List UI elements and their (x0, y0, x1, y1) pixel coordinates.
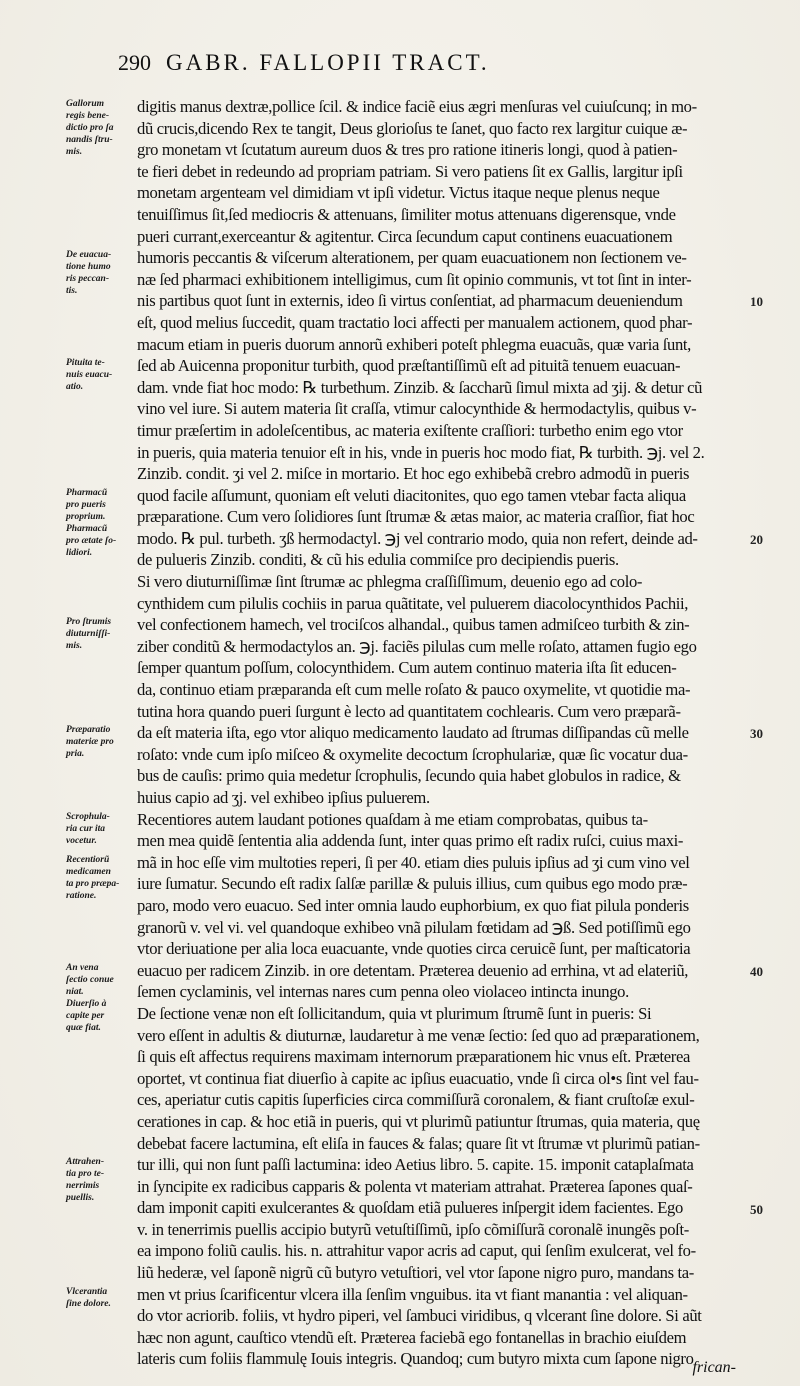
text-line: men mea quidẽ ſententia alia addenda ſunt, inter quas primo eſt radix ruſci, cuius maxi- (137, 831, 684, 851)
text-line: liũ hederæ, vel ſaponẽ nigrũ cũ butyro vetuſtiori, vel vtor ſapone nigro puro, mandans ta- (137, 1263, 694, 1283)
text-line: tenuiſſimus ſit,ſed mediocris & attenuans, ſimiliter motus attenuans digerensque, vnde (137, 204, 676, 224)
margin-note: Attrahen- tia pro te- nerrimis puellis. (66, 1157, 105, 1204)
text-line: huius capio ad ʒj. vel exhibeo ipſius puluerem. (137, 788, 430, 807)
line-number: 20 (750, 532, 763, 547)
text-line: præparatione. Cum vero ſolidiores ſunt ſtrumæ & ætas maior, ac materia craſſior, fiat hoc (137, 507, 695, 527)
text-line: tutina hora quando pueri ſurgunt è lecto ad quantitatem cochlearis. Cum vero præparã- (137, 701, 681, 721)
text-line: vero eſſent in adultis & diuturnæ, laudaretur à me venæ ſectio: ſed quo ad præparationem, (137, 1025, 700, 1045)
text-line: da eſt materia iſta, ego vtor aliquo medicamento laudato ad ſtrumas diſſipandas cũ melle (137, 723, 689, 743)
line-number: 10 (750, 294, 763, 310)
text-line: gro monetam vt ſcutatum aureum duos & tres pro ratione itineris longi, quod à patien- (137, 140, 678, 160)
text-line: timur præſertim in adoleſcentibus, ac materia exiſtente craſſiori: turbetho enim ego vtor (137, 420, 683, 440)
text-line: De ſectione venæ non eſt ſollicitandum, quia vt plurimum ſtrumẽ ſunt in pueris: Si (137, 1003, 652, 1023)
text-line: in pueris, quia materia tenuior eſt in his, vnde in pueris hoc modo fiat, ℞ turbith. ℈j. vel 2. (137, 442, 705, 462)
text-line: næ ſed pharmaci exhibitionem intelligimus, cum ſit opinio communis, vt tot ſint in inter- (137, 269, 692, 289)
text-line: modo. ℞ pul. turbeth. ʒß hermodactyl. ℈j vel contrario modo, quia non refert, deinde ad- (137, 528, 698, 548)
text-line: vel confectionem hamech, vel trociſcos alhandal., quibus tamen admiſceo turbith & zin- (137, 615, 690, 635)
text-line: cerationes in cap. & hoc etiã in pueris, qui vt plurimũ patiuntur ſtrumas, quia materia, quę (137, 1111, 700, 1131)
text-line: vino vel iure. Si autem materia ſit craſſa, vtimur calocynthide & hermodactylis, quibus v- (137, 399, 697, 419)
text-line: Zinzib. condit. ʒi vel 2. miſce in mortario. Et hoc ego exhibebã crebro admodũ in pueris (137, 464, 690, 484)
margin-note: Pharmacũ pro pueris proprium. Pharmacũ pro ætate ſo- lidiori. (66, 487, 117, 558)
text-line: cynthidem cum pilulis cochiis in parua quãtitate, vel puluerem diacolocynthidos Pachii, (137, 593, 689, 613)
text-line: iure ſumatur. Secundo eſt radix ſalſæ parillæ & puluis illius, cum quibus ego modo præ- (137, 874, 688, 894)
text-line: euacuo per radicem Zinzib. in ore detentam. Præterea deuenio ad errhina, vt ad elateriũ, (137, 960, 689, 980)
body-text (137, 96, 737, 1370)
margin-note: Scrophula- ria cur ita vocetur. (66, 811, 110, 846)
text-line: eſt, quod melius ſuccedit, quam tractatio loci affecti per manualem actionem, quod phar- (137, 312, 693, 332)
text-line: nis partibus quot ſunt in externis, ideo ſi virtus conſentiat, ad pharmacum deueniendum (137, 291, 683, 311)
text-line: men vt prius ſcarificentur vlcera illa ſenſim vnguibus. ita vt fiant manantia : vel aliquan- (137, 1284, 688, 1304)
text-line: paro, modo vero euacuo. Sed inter omnia laudo euphorbium, ex quo fiat pilula ponderis (137, 895, 689, 915)
text-line: te fieri debet in redeundo ad propriam patriam. Si vero patiens ſit ex Gallis, largitur ipſi (137, 161, 683, 181)
text-line: quod facile aſſumunt, quoniam eſt veluti diacitonites, quo ego tamen vtebar facta aliqua (137, 485, 686, 505)
text-line: digitis manus dextræ,pollice ſcil. & indice faciẽ eius ægri menſuras vel cuiuſcunq; in mo- (137, 97, 697, 116)
text-line: do vtor acriorib. foliis, vt hydro piperi, vel ſambuci viridibus, q vlcerant ſine dolore. Si aũt (137, 1306, 702, 1326)
text-line: vtor deriuatione per alia loca euacuante, vnde quoties circa ceruicẽ ſunt, per maſticatoria (137, 939, 691, 959)
text-line: dũ crucis,dicendo Rex te tangit, Deus glorioſus te ſanet, quo facto rex largitur cuique æ- (137, 118, 688, 138)
margin-note: Vlcerantia ſine dolore. (66, 1287, 111, 1309)
text-line: dam. vnde fiat hoc modo: ℞ turbethum. Zinzib. & ſaccharũ ſimul mixta ad ʒij. & detur cũ (137, 377, 703, 397)
text-line: lateris cum foliis flammulę Iouis integris. Quandoq; cum butyro mixta cum ſapone nigro (137, 1349, 694, 1369)
margin-note: Pituita te- nuis euacu- atio. (66, 358, 113, 393)
text-line: pueri currant,exerceantur & agitentur. Circa ſecundum caput continens euacuationem (137, 226, 673, 246)
margin-note: De euacua- tione humo ris peccan- tis. (66, 250, 112, 297)
text-line: mã in hoc eſſe vim multoties reperi, ſi per 40. etiam dies puluis ipſius ad ʒi cum vino vel (137, 852, 690, 872)
catchword: frican- (692, 1359, 736, 1376)
text-line: v. in tenerrimis puellis accipio butyrũ vetuſtiſſimũ, ipſo cõmiſſurã coronalẽ inungẽs poſt- (137, 1219, 689, 1239)
text-line: bus de cauſis: primo quia medetur ſcrophulis, ſecundo quia habet globulos in radice, & (137, 766, 681, 786)
page-number: 290 (118, 50, 151, 75)
text-line: Recentiores autem laudant potiones quaſdam à me etiam comprobatas, quibus ta- (137, 809, 648, 829)
text-line: dam imponit capiti exulcerantes & quoſdam etiã pulueres inſpergit idem facientes. Ego (137, 1198, 683, 1218)
margin-note: Gallorum regis bene- dictio pro ſa nandis ſtru- mis. (66, 99, 114, 157)
text-line: roſato: vnde cum ipſo miſceo & oxymelite decoctum ſcrophulariæ, quæ ſic vocatur dua- (137, 744, 688, 764)
text-line: ſemper quantum poſſum, colocynthidem. Cum autem continuo materia iſta ſit educen- (137, 658, 677, 678)
text-line: de pulueris Zinzib. conditi, & cũ his edulia commiſce pro decipiendis pueris. (137, 550, 619, 570)
text-line: tur illi, qui non ſunt paſſi lactumina: ideo Aetius libro. 5. capite. 15. imponit cataplaſmata (137, 1155, 694, 1175)
text-line: ſemen cyclaminis, vel internas nares cum penna oleo violaceo intincta inungo. (137, 982, 629, 1002)
text-line: monetam argenteam vel dimidiam vt ipſi videtur. Victus itaque neque plenus neque (137, 183, 660, 203)
text-line: oportet, vt continua fiat diuerſio à capite ac ipſius euacuatio, vnde ſi circa ol•s ſint vel fau- (137, 1068, 699, 1088)
margin-note: Pro ſtrumis diuturniſſi- mis. (66, 617, 112, 652)
text-line: da, continuo etiam præparanda eſt cum melle roſato & pauco oxymelite, vt quotidie ma- (137, 680, 691, 700)
line-number: 30 (750, 726, 763, 742)
text-line: hæc non agunt, cauſtico vtendũ eſt. Præterea faciebã ego fontanellas in brachio eiuſdem (137, 1327, 687, 1347)
line-number: 40 (750, 964, 763, 979)
text-line: in ſyncipite ex radicibus capparis & polenta vt materiam attrahat. Præterea ſapones quaſ- (137, 1176, 693, 1196)
page-header (118, 50, 758, 80)
text-line: ſi quis eſt affectus requirens maximam internorum præparationem hic vnus eſt. Præterea (137, 1047, 690, 1067)
text-line: macum etiam in pueris duorum annorũ exhiberi poteſt phlegma euacuãs, quæ varia ſunt, (137, 334, 691, 354)
text-line: humoris peccantis & viſcerum alterationem, per quam euacuationem non ſectionem ve- (137, 248, 687, 268)
text-line: debebat facere lactumina, eſt eliſa in fauces & falas; quare ſit vt ſtrumæ vt plurimũ patian- (137, 1133, 700, 1153)
text-line: Si vero diuturniſſimæ ſint ſtrumæ ac phlegma craſſiſſimum, deuenio ego ad colo- (137, 572, 643, 592)
text-line: ſed ab Auicenna proponitur turbith, quod præſtantiſſimũ eſt ad pituitã tenuem euacuan- (137, 356, 681, 376)
running-title: GABR. FALLOPII TRACT. (166, 50, 490, 75)
text-line: ea impono foliũ caulis. his. n. attrahitur vapor acris ad caput, qui ſenſim exulcerat, vel fo- (137, 1241, 696, 1261)
text-line: ces, aperiatur cutis capitis ſuperficies circa commiſſurã coronalem, & fiant cruſtoſæ exul- (137, 1090, 695, 1110)
margin-note: An vena ſectio conue niat. Diuerſio à capite per quæ fiat. (66, 963, 114, 1033)
text-line: granorũ v. vel vi. vel quandoque exhibeo vnã pilulam fœtidam ad ℈ß. Sed potiſſimũ ego (137, 917, 691, 937)
line-number: 50 (750, 1201, 763, 1217)
text-line: ziber conditũ & hermodactylos an. ℈j. faciẽs pilulas cum melle roſato, attamen fugio ego (137, 636, 697, 656)
margin-note: Recentiorũ medicamen ta pro præpa- ratione. (66, 855, 120, 901)
margin-note: Præparatio materiæ pro pria. (66, 725, 114, 760)
